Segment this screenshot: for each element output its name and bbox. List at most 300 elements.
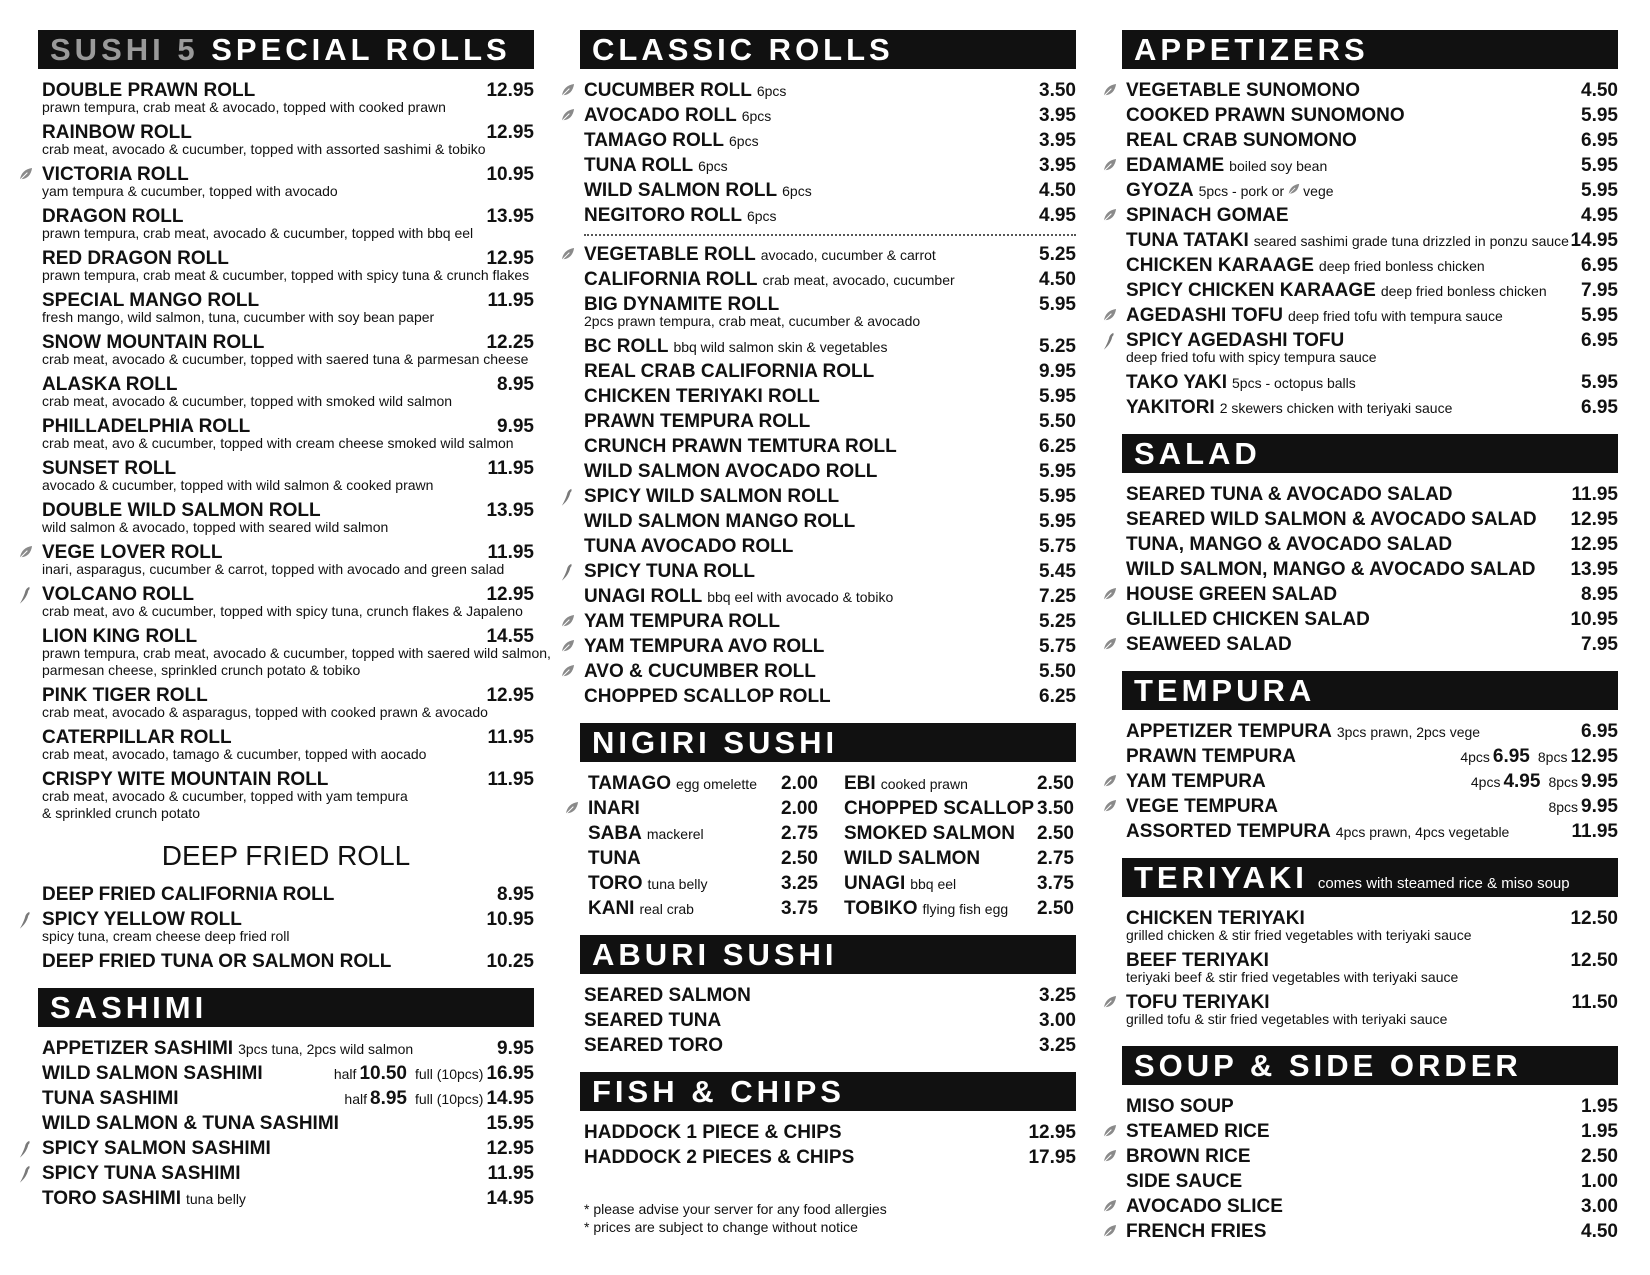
spicy-pepper-icon (19, 1140, 32, 1158)
item-description: avocado & cucumber, topped with wild salmon & cooked prawn (42, 477, 434, 493)
section-header-tempura (1122, 671, 1618, 710)
item-name: HOUSE GREEN SALAD (1126, 584, 1338, 605)
portion-price: 8.95 (370, 1088, 407, 1109)
portion-label: 4pcs (1460, 749, 1490, 765)
vegetarian-leaf-icon (1102, 1224, 1117, 1239)
menu-item-avocado-roll (580, 103, 1076, 128)
item-name: TORO SASHIMI (42, 1188, 181, 1209)
section-title: FISH & CHIPS (592, 1074, 845, 1109)
item-name: NEGITORO ROLL (584, 205, 742, 226)
footnotes (580, 1200, 1076, 1236)
menu-item-unagi (840, 871, 1074, 896)
item-price: 3.00 (1581, 1196, 1618, 1217)
item-name: SMOKED SALMON (844, 823, 1015, 844)
menu-item-appetizer-tempura (1122, 719, 1618, 744)
vegetarian-leaf-icon (1102, 637, 1117, 652)
item-list (580, 1111, 1076, 1170)
item-price: 12.25 (486, 332, 534, 353)
item-price: 3.25 (781, 873, 818, 894)
portion-label: 8pcs (1548, 799, 1579, 815)
item-price: 7.95 (1581, 634, 1618, 655)
menu-item-deep-fried-california-roll (38, 882, 534, 907)
item-description: crab meat, avocado & cucumber, topped with saered tuna & parmesan cheese (42, 351, 529, 367)
section-title: SOUP & SIDE ORDER (1134, 1048, 1522, 1083)
menu-item-tuna-roll (580, 153, 1076, 178)
section-header-sushi-5-special-rolls (38, 30, 534, 69)
item-inline-note: boiled soy bean (1229, 158, 1328, 174)
menu-item-yam-tempura-avo-roll (580, 634, 1076, 659)
item-name: CATERPILLAR ROLL (42, 727, 232, 748)
menu-item-volcano-roll (38, 582, 534, 624)
menu-item-alaska-roll (38, 372, 534, 414)
item-inline-note: egg omelette (676, 776, 757, 792)
item-price: 9.95 (497, 1038, 534, 1059)
section-title: TERIYAKI (1134, 860, 1308, 895)
item-price: 13.95 (486, 206, 534, 227)
item-price: 5.95 (1581, 305, 1618, 326)
item-description: prawn tempura, crab meat, avocado & cucumber, topped with bbq eel (42, 225, 474, 241)
item-description: crab meat, avocado & cucumber, topped with assorted sashimi & tobiko (42, 141, 486, 157)
menu-item-tuna-mango-avocado-salad (1122, 532, 1618, 557)
item-name: SEARED TUNA (584, 1010, 722, 1031)
menu-item-deep-fried-tuna-or-salmon-roll (38, 949, 534, 974)
menu-item-caterpillar-roll (38, 725, 534, 767)
item-name: DEEP FRIED CALIFORNIA ROLL (42, 884, 335, 905)
item-price: 4.95 (1039, 205, 1076, 226)
item-inline-note: real crab (639, 901, 694, 917)
item-price: 11.95 (487, 727, 534, 748)
spicy-pepper-icon (19, 1165, 32, 1183)
item-price: 11.95 (487, 769, 534, 790)
section-header-soup-side-order (1122, 1046, 1618, 1085)
menu-item-spinach-gomae (1122, 203, 1618, 228)
item-list (38, 1027, 534, 1211)
item-name: VOLCANO ROLL (42, 584, 194, 605)
menu-item-beef-teriyaki (1122, 948, 1618, 990)
item-description: wild salmon & avocado, topped with seared wild salmon (42, 519, 389, 535)
menu-item-prawn-tempura-roll (580, 409, 1076, 434)
item-name: UNAGI ROLL (584, 586, 703, 607)
item-name: SEARED TORO (584, 1035, 724, 1056)
item-price-options (1463, 769, 1618, 795)
spicy-pepper-icon (561, 488, 574, 506)
item-price: 2.50 (1037, 823, 1074, 844)
item-description: prawn tempura, crab meat, avocado & cucumber, topped with saered wild salmon, (42, 645, 551, 661)
menu-item-seared-tuna-avocado-salad (1122, 482, 1618, 507)
menu-item-prawn-tempura (1122, 744, 1618, 769)
item-price: 6.95 (1581, 397, 1618, 418)
item-name: AGEDASHI TOFU (1126, 305, 1283, 326)
menu-item-haddock-2-pieces-chips (580, 1145, 1076, 1170)
section-header-classic-rolls (580, 30, 1076, 69)
item-price: 2.00 (781, 798, 818, 819)
menu-item-cucumber-roll (580, 78, 1076, 103)
item-name: BROWN RICE (1126, 1146, 1251, 1167)
item-name: VEGE TEMPURA (1126, 796, 1279, 817)
menu-item-victoria-roll (38, 162, 534, 204)
menu-item-vege-tempura (1122, 794, 1618, 819)
item-price: 6.95 (1581, 721, 1618, 742)
menu-item-gyoza (1122, 178, 1618, 203)
item-inline-note: deep fried tofu with tempura sauce (1287, 308, 1503, 324)
menu-section-salad (1122, 434, 1618, 657)
item-name: SEARED TUNA & AVOCADO SALAD (1126, 484, 1453, 505)
item-name: INARI (588, 798, 640, 819)
item-inline-note: 3pcs tuna, 2pcs wild salmon (238, 1041, 414, 1057)
item-name: SEARED WILD SALMON & AVOCADO SALAD (1126, 509, 1537, 530)
item-name: CHOPPED SCALLOP (844, 798, 1035, 819)
item-name: SPECIAL MANGO ROLL (42, 290, 260, 311)
item-price: 14.95 (486, 1188, 534, 1209)
item-price: 4.50 (1039, 269, 1076, 290)
item-name: MISO SOUP (1126, 1096, 1234, 1117)
portion-label: half (344, 1091, 367, 1107)
item-name: PHILLADELPHIA ROLL (42, 416, 251, 437)
menu-item-lion-king-roll (38, 624, 551, 683)
menu-item-yam-tempura-roll (580, 609, 1076, 634)
menu-item-avo-cucumber-roll (580, 659, 1076, 684)
menu-item-seared-tuna (580, 1008, 1076, 1033)
item-list (38, 69, 551, 826)
menu-item-sunset-roll (38, 456, 534, 498)
item-name: BIG DYNAMITE ROLL (584, 294, 780, 315)
item-name: TAKO YAKI (1126, 372, 1228, 393)
menu-item-pink-tiger-roll (38, 683, 534, 725)
item-price: 3.95 (1039, 155, 1076, 176)
menu-item-avocado-slice (1122, 1194, 1618, 1219)
item-price: 13.95 (1570, 559, 1618, 580)
menu-section-tempura (1122, 671, 1618, 844)
menu-item-toro-sashimi (38, 1186, 534, 1211)
item-price: 7.95 (1581, 280, 1618, 301)
menu-item-miso-soup (1122, 1094, 1618, 1119)
item-inline-note: deep fried bonless chicken (1380, 283, 1547, 299)
section-title: TEMPURA (1134, 673, 1316, 708)
menu-item-tamago (584, 771, 818, 796)
item-price: 3.25 (1039, 985, 1076, 1006)
section-title: SPECIAL ROLLS (211, 32, 511, 67)
menu-item-wild-salmon (840, 846, 1074, 871)
portion-price: 16.95 (486, 1063, 534, 1084)
vegetarian-leaf-icon (1102, 208, 1117, 223)
menu-item-red-dragon-roll (38, 246, 534, 288)
item-name: DOUBLE PRAWN ROLL (42, 80, 256, 101)
item-price: 1.00 (1581, 1171, 1618, 1192)
item-name: ASSORTED TEMPURA (1126, 821, 1331, 842)
menu-item-french-fries (1122, 1219, 1618, 1244)
item-list (38, 882, 534, 974)
item-description: crab meat, avo & cucumber, topped with spicy tuna, crunch flakes & Japaleno (42, 603, 523, 619)
vegetarian-leaf-icon (1102, 799, 1117, 814)
menu-item-seared-salmon (580, 983, 1076, 1008)
item-name: SPINACH GOMAE (1126, 205, 1289, 226)
item-name: DRAGON ROLL (42, 206, 184, 227)
item-price: 5.95 (1039, 511, 1076, 532)
item-description: crab meat, avocado & cucumber, topped with smoked wild salmon (42, 393, 453, 409)
item-inline-note: flying fish egg (922, 901, 1009, 917)
section-title: SALAD (1134, 436, 1261, 471)
vegetarian-leaf-icon (1287, 179, 1300, 192)
item-price: 4.50 (1039, 180, 1076, 201)
menu-item-wild-salmon-roll (580, 178, 1076, 203)
item-price: 5.95 (1581, 155, 1618, 176)
item-name: WILD SALMON ROLL (584, 180, 778, 201)
portion-label: half (333, 1066, 357, 1082)
item-name: COOKED PRAWN SUNOMONO (1126, 105, 1405, 126)
menu-item-real-crab-california-roll (580, 359, 1076, 384)
footnote: * prices are subject to change without notice (584, 1219, 858, 1235)
menu-item-crispy-wite-mountain-roll (38, 767, 534, 826)
item-list (580, 974, 1076, 1058)
item-description: crab meat, avo & cucumber, topped with cream cheese smoked wild salmon (42, 435, 514, 451)
menu-item-wild-salmon-mango-roll (580, 509, 1076, 534)
item-price: 6.95 (1581, 255, 1618, 276)
item-price: 10.95 (486, 909, 534, 930)
item-name: DOUBLE WILD SALMON ROLL (42, 500, 321, 521)
item-price: 2.50 (1037, 898, 1074, 919)
menu-column-middle (580, 30, 1076, 1236)
item-price: 12.95 (486, 584, 534, 605)
item-price: 11.95 (487, 458, 534, 479)
menu-item-double-prawn-roll (38, 78, 534, 120)
item-description: crab meat, avocado & cucumber, topped with yam tempura (42, 788, 408, 804)
menu-item-haddock-1-piece-chips (580, 1120, 1076, 1145)
portion-price: 9.95 (1581, 796, 1618, 817)
item-description: crab meat, avocado, tamago & cucumber, topped with aocado (42, 746, 427, 762)
section-header-sashimi (38, 988, 534, 1027)
menu-item-tuna-sashimi (38, 1086, 534, 1111)
menu-section-appetizers (1122, 30, 1618, 420)
item-list (1122, 710, 1618, 844)
item-inline-note: seared sashimi grade tuna drizzled in ponzu sauce (1253, 233, 1569, 249)
item-name: HADDOCK 2 PIECES & CHIPS (584, 1147, 855, 1168)
item-inline-note: crab meat, avocado, cucumber (762, 272, 955, 288)
menu-item-chopped-scallop (840, 796, 1074, 821)
section-header-appetizers (1122, 30, 1618, 69)
item-price: 3.95 (1039, 105, 1076, 126)
item-name: ALASKA ROLL (42, 374, 178, 395)
item-name: SPICY WILD SALMON ROLL (584, 486, 840, 507)
item-list (1122, 473, 1618, 657)
item-price: 11.95 (487, 290, 534, 311)
vegetarian-leaf-icon (1102, 1199, 1117, 1214)
item-inline-note: 4pcs prawn, 4pcs vegetable (1335, 824, 1510, 840)
menu-item-spicy-tuna-sashimi (38, 1161, 534, 1186)
item-name: GYOZA (1126, 180, 1194, 201)
menu-item-spicy-yellow-roll (38, 907, 534, 949)
item-list (1122, 897, 1618, 1032)
item-price: 2.50 (781, 848, 818, 869)
item-name: HADDOCK 1 PIECE & CHIPS (584, 1122, 842, 1143)
item-name: SPICY TUNA ROLL (584, 561, 756, 582)
item-name: TUNA TATAKI (1126, 230, 1249, 251)
item-description: deep fried tofu with spicy tempura sauce (1126, 349, 1377, 365)
item-name: YAM TEMPURA AVO ROLL (584, 636, 825, 657)
item-price: 11.95 (1571, 821, 1618, 842)
section-title-brand: SUSHI 5 (50, 32, 199, 67)
item-name: SPICY SALMON SASHIMI (42, 1138, 271, 1159)
item-name: TAMAGO ROLL (584, 130, 725, 151)
item-name: APPETIZER SASHIMI (42, 1038, 234, 1059)
item-inline-note: bbq eel (910, 876, 957, 892)
item-inline-note: bbq wild salmon skin & vegetables (673, 339, 888, 355)
vegetarian-leaf-icon (1102, 995, 1117, 1010)
menu-item-dragon-roll (38, 204, 534, 246)
section-title: ABURI SUSHI (592, 937, 838, 972)
item-price: 5.25 (1039, 244, 1076, 265)
vegetarian-leaf-icon (1102, 1124, 1117, 1139)
menu-item-side-sauce (1122, 1169, 1618, 1194)
menu-item-wild-salmon-mango-avocado-salad (1122, 557, 1618, 582)
item-name: SPICY CHICKEN KARAAGE (1126, 280, 1376, 301)
item-price: 3.95 (1039, 130, 1076, 151)
item-price: 2.50 (1581, 1146, 1618, 1167)
vegetarian-leaf-icon (1102, 774, 1117, 789)
item-price: 12.50 (1570, 908, 1618, 929)
item-price: 1.95 (1581, 1121, 1618, 1142)
menu-item-california-roll (580, 267, 1076, 292)
item-price: 5.25 (1039, 336, 1076, 357)
item-name: KANI (588, 898, 635, 919)
menu-item-glilled-chicken-salad (1122, 607, 1618, 632)
item-name: TUNA, MANGO & AVOCADO SALAD (1126, 534, 1453, 555)
menu-item-spicy-wild-salmon-roll (580, 484, 1076, 509)
menu-item-vege-lover-roll (38, 540, 534, 582)
item-price: 3.75 (1037, 873, 1074, 894)
item-price: 5.50 (1039, 661, 1076, 682)
dotted-divider (584, 234, 1076, 236)
item-price: 5.95 (1581, 180, 1618, 201)
menu-item-snow-mountain-roll (38, 330, 534, 372)
item-name: REAL CRAB SUNOMONO (1126, 130, 1357, 151)
item-description: spicy tuna, cream cheese deep fried roll (42, 928, 290, 944)
menu-item-tobiko (840, 896, 1074, 921)
menu-item-cooked-prawn-sunomono (1122, 103, 1618, 128)
item-price: 6.25 (1039, 686, 1076, 707)
item-price: 12.95 (486, 1138, 534, 1159)
item-price: 17.95 (1028, 1147, 1076, 1168)
menu-item-spicy-tuna-roll (580, 559, 1076, 584)
item-price-options (1540, 794, 1618, 820)
item-name: WILD SALMON MANGO ROLL (584, 511, 856, 532)
item-name: VEGE LOVER ROLL (42, 542, 223, 563)
portion-label: full (10pcs) (414, 1091, 484, 1107)
item-description: yam tempura & cucumber, topped with avocado (42, 183, 338, 199)
menu-section-soup-side-order (1122, 1046, 1618, 1244)
menu-column-left (38, 30, 551, 1225)
menu-item-edamame (1122, 153, 1618, 178)
vegetarian-leaf-icon (18, 167, 33, 182)
menu-item-spicy-chicken-karaage (1122, 278, 1618, 303)
item-description: crab meat, avocado & asparagus, topped with cooked prawn & avocado (42, 704, 488, 720)
menu-item-unagi-roll (580, 584, 1076, 609)
item-price: 11.95 (487, 542, 534, 563)
item-price: 3.50 (1037, 798, 1074, 819)
spicy-pepper-icon (1103, 332, 1116, 350)
item-list (1122, 1085, 1618, 1244)
item-name: BC ROLL (584, 336, 669, 357)
item-inline-note: cooked prawn (880, 776, 968, 792)
item-name: SEAWEED SALAD (1126, 634, 1292, 655)
item-price-options (336, 1086, 534, 1112)
menu-section-nigiri-sushi (580, 723, 1076, 921)
menu-item-wild-salmon-sashimi (38, 1061, 534, 1086)
item-description: prawn tempura, crab meat & avocado, topped with cooked prawn (42, 99, 446, 115)
menu-item-tuna-avocado-roll (580, 534, 1076, 559)
item-price: 12.95 (486, 122, 534, 143)
item-name: PRAWN TEMPURA ROLL (584, 411, 811, 432)
menu-item-tofu-teriyaki (1122, 990, 1618, 1032)
item-price: 10.25 (486, 951, 534, 972)
section-note: comes with steamed rice & miso soup (1317, 875, 1570, 892)
item-name: EBI (844, 773, 876, 794)
menu-item-vegetable-sunomono (1122, 78, 1618, 103)
item-name: SEARED SALMON (584, 985, 751, 1006)
item-price: 3.75 (781, 898, 818, 919)
item-price: 11.95 (487, 1163, 534, 1184)
item-name: RED DRAGON ROLL (42, 248, 229, 269)
item-name: WILD SALMON (844, 848, 981, 869)
item-price: 14.55 (486, 626, 534, 647)
menu-section-aburi-sushi (580, 935, 1076, 1058)
item-inline-note: 2 skewers chicken with teriyaki sauce (1219, 400, 1453, 416)
portion-label: full (10pcs) (414, 1066, 484, 1082)
item-name: CHICKEN KARAAGE (1126, 255, 1314, 276)
menu-item-house-green-salad (1122, 582, 1618, 607)
portion-label: 8pcs (1548, 774, 1579, 790)
item-price: 5.75 (1039, 536, 1076, 557)
item-inline-note: avocado, cucumber & carrot (760, 247, 936, 263)
item-price: 5.95 (1581, 372, 1618, 393)
footnote: * please advise your server for any food allergies (584, 1201, 887, 1217)
menu-item-saba (584, 821, 818, 846)
item-description: 2pcs prawn tempura, crab meat, cucumber & avocado (584, 313, 921, 329)
vegetarian-leaf-icon (1102, 587, 1117, 602)
menu-item-inari (584, 796, 818, 821)
menu-item-tuna (584, 846, 818, 871)
vegetarian-leaf-icon (1102, 308, 1117, 323)
item-price: 4.95 (1581, 205, 1618, 226)
menu-item-big-dynamite-roll (580, 292, 1076, 334)
item-name: FRENCH FRIES (1126, 1221, 1267, 1242)
item-name: DEEP FRIED TUNA OR SALMON ROLL (42, 951, 392, 972)
menu-item-steamed-rice (1122, 1119, 1618, 1144)
portion-price: 12.95 (1570, 746, 1618, 767)
item-price: 7.25 (1039, 586, 1076, 607)
item-inline-note: 5pcs - pork or (1198, 183, 1285, 199)
item-price: 3.00 (1039, 1010, 1076, 1031)
portion-price: 4.95 (1503, 771, 1541, 792)
item-name: SIDE SAUCE (1126, 1171, 1243, 1192)
vegetarian-leaf-icon (1102, 83, 1117, 98)
menu-item-special-mango-roll (38, 288, 534, 330)
menu-item-bc-roll (580, 334, 1076, 359)
portion-price: 14.95 (486, 1088, 534, 1109)
item-name: SNOW MOUNTAIN ROLL (42, 332, 265, 353)
menu-item-smoked-salmon (840, 821, 1074, 846)
menu-item-brown-rice (1122, 1144, 1618, 1169)
item-inline-note: tuna belly (647, 876, 708, 892)
item-description: inari, asparagus, cucumber & carrot, topped with avocado and green salad (42, 561, 505, 577)
item-price: 3.50 (1039, 80, 1076, 101)
subsection-title: DEEP FRIED ROLL (161, 840, 411, 871)
item-name: CALIFORNIA ROLL (584, 269, 758, 290)
item-price: 10.95 (486, 164, 534, 185)
menu-item-yakitori (1122, 395, 1618, 420)
menu-item-toro (584, 871, 818, 896)
menu-item-seaweed-salad (1122, 632, 1618, 657)
menu-item-chicken-teriyaki (1122, 906, 1618, 948)
